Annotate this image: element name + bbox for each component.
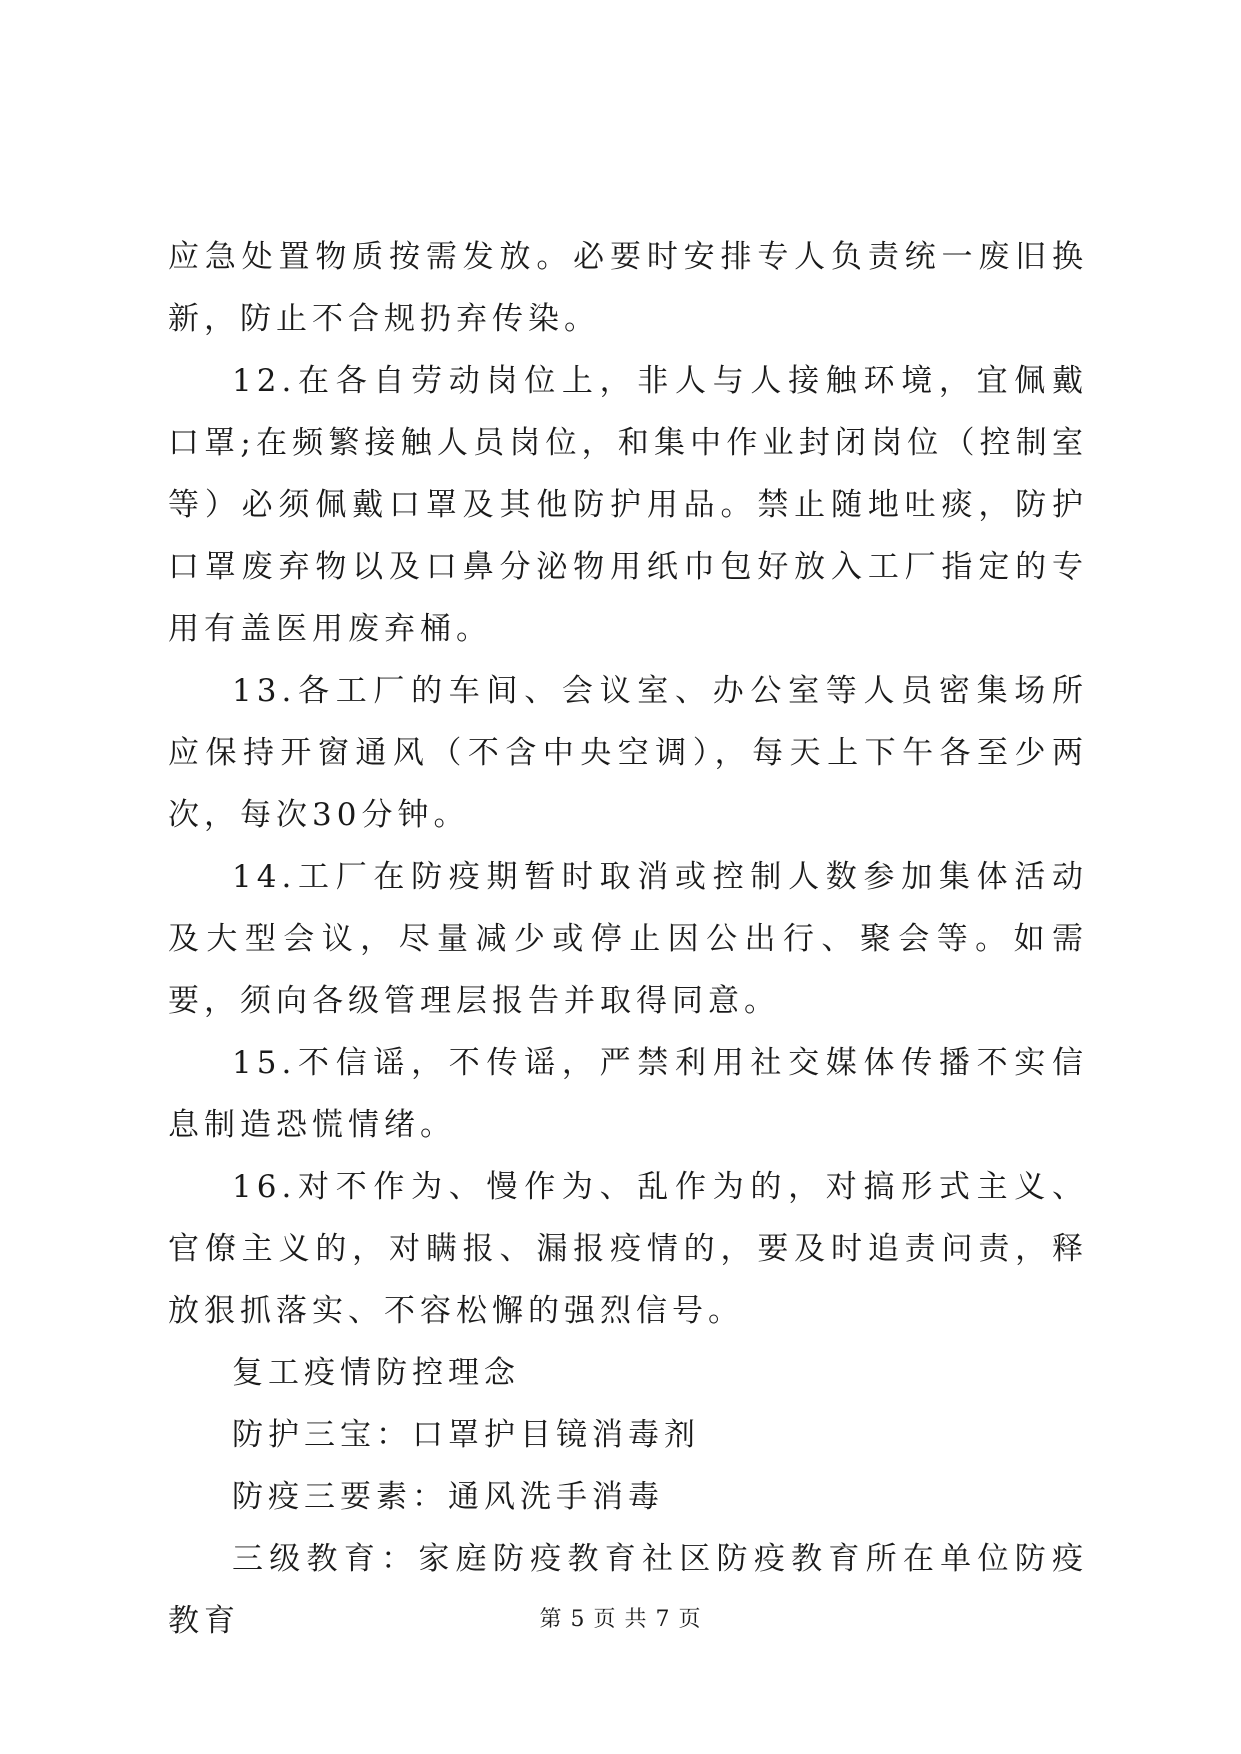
paragraph-item-15: 15.不信谣，不传谣，严禁利用社交媒体传播不实信息制造恐慌情绪。 [168, 1045, 1088, 1143]
paragraph-continuation: 应急处置物质按需发放。必要时安排专人负责统一废旧换新，防止不合规扔弃传染。 [168, 239, 1088, 337]
section-heading: 复工疫情防控理念 [232, 1355, 520, 1391]
concept-line-education: 三级教育：家庭防疫教育社区防疫教育所在单位防疫教育 [168, 1541, 1088, 1639]
paragraph-item-14: 14.工厂在防疫期暂时取消或控制人数参加集体活动及大型会议，尽量减少或停止因公出行、聚会等。如需要，须向各级管理层报告并取得同意。 [168, 859, 1088, 1019]
paragraph-item-12: 12.在各自劳动岗位上，非人与人接触环境，宜佩戴口罩;在频繁接触人员岗位，和集中作业封闭岗位（控制室等）必须佩戴口罩及其他防护用品。禁止随地吐痰，防护口罩废弃物以及口鼻分泌物用纸巾包好放入工厂指定的专用有盖医用废弃桶。 [168, 363, 1088, 647]
paragraph-item-16: 16.对不作为、慢作为、乱作为的，对搞形式主义、官僚主义的，对瞒报、漏报疫情的，要及时追责问责，释放狠抓落实、不容松懈的强烈信号。 [168, 1169, 1088, 1329]
paragraph-item-13: 13.各工厂的车间、会议室、办公室等人员密集场所应保持开窗通风（不含中央空调），每天上下午各至少两次，每次30分钟。 [168, 673, 1088, 833]
document-body [168, 226, 1088, 1652]
concept-line-elements: 防疫三要素：通风洗手消毒 [232, 1479, 664, 1515]
page-number-footer: 第 5 页 共 7 页 [539, 1607, 702, 1632]
concept-line-protection: 防护三宝：口罩护目镜消毒剂 [232, 1417, 700, 1453]
